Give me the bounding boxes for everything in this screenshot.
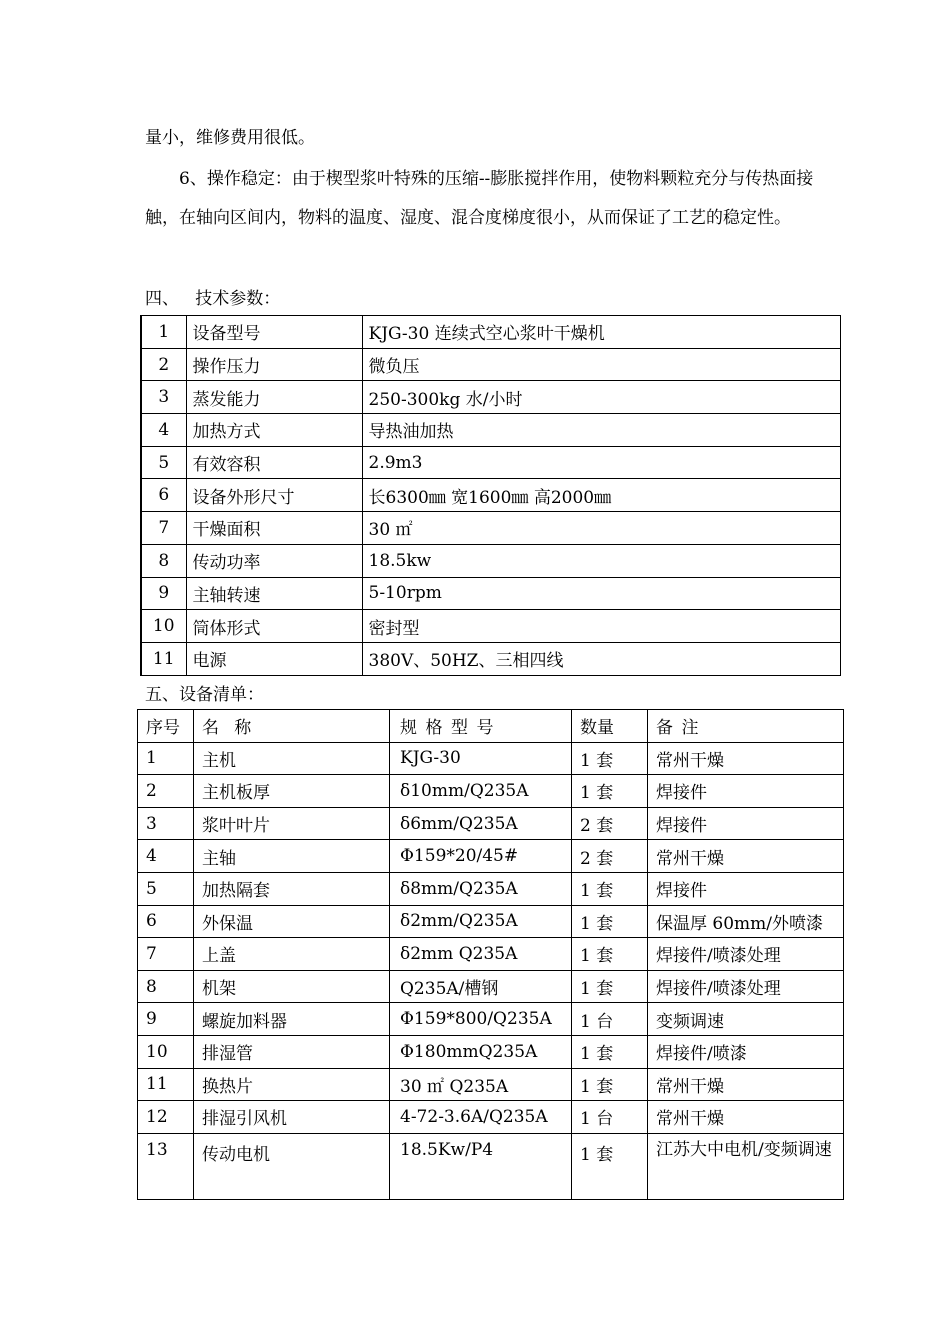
equipment-row <box>138 970 844 1003</box>
equip-spec: 30 ㎡ Q235A <box>390 1068 572 1101</box>
equipment-row <box>138 872 844 905</box>
equip-spec: Φ180mmQ235A <box>390 1035 572 1068</box>
param-value: 5-10rpm <box>362 577 840 610</box>
param-index: 7 <box>141 512 186 545</box>
param-name: 传动功率 <box>186 544 362 577</box>
equipment-row <box>138 840 844 873</box>
equip-qty: 2 套 <box>572 807 648 840</box>
equip-name: 主机 <box>194 742 390 775</box>
section-5-heading: 五、设备清单： <box>145 685 264 705</box>
equipment-row <box>138 775 844 808</box>
equip-name: 主机板厚 <box>194 775 390 808</box>
equip-index: 6 <box>138 905 194 938</box>
equipment-table <box>137 709 844 1200</box>
param-row <box>141 577 840 610</box>
equip-note: 焊接件 <box>648 775 844 808</box>
equip-qty: 1 套 <box>572 1068 648 1101</box>
param-row <box>141 544 840 577</box>
param-row <box>141 414 840 447</box>
equip-qty: 1 套 <box>572 938 648 971</box>
equipment-row <box>138 1101 844 1134</box>
equipment-row <box>138 1133 844 1199</box>
param-row <box>141 348 840 381</box>
param-index: 9 <box>141 577 186 610</box>
equip-note: 常州干燥 <box>648 1068 844 1101</box>
equip-note: 常州干燥 <box>648 1101 844 1134</box>
equip-spec: δ2mm Q235A <box>390 938 572 971</box>
equip-qty: 1 台 <box>572 1003 648 1036</box>
equip-qty: 1 套 <box>572 1035 648 1068</box>
param-name: 主轴转速 <box>186 577 362 610</box>
equipment-row <box>138 807 844 840</box>
param-index: 2 <box>141 348 186 381</box>
equip-name: 排湿引风机 <box>194 1101 390 1134</box>
equip-index: 10 <box>138 1035 194 1068</box>
tech-params-table <box>140 315 841 676</box>
param-value: 导热油加热 <box>362 414 840 447</box>
equip-note: 焊接件 <box>648 807 844 840</box>
param-value: 微负压 <box>362 348 840 381</box>
equip-spec: Φ159*800/Q235A <box>390 1003 572 1036</box>
equip-qty: 1 套 <box>572 970 648 1003</box>
equip-name: 上盖 <box>194 938 390 971</box>
param-value: 30 ㎡ <box>362 512 840 545</box>
equip-index: 13 <box>138 1133 194 1199</box>
param-index: 8 <box>141 544 186 577</box>
equip-index: 5 <box>138 872 194 905</box>
equip-qty: 1 套 <box>572 1133 648 1199</box>
param-value: 380V、50HZ、三相四线 <box>362 642 840 675</box>
equip-index: 9 <box>138 1003 194 1036</box>
equip-note: 焊接件 <box>648 872 844 905</box>
param-row <box>141 381 840 414</box>
param-row <box>141 610 840 643</box>
header-spec: 规格型号 <box>390 710 572 743</box>
equip-qty: 2 套 <box>572 840 648 873</box>
header-index: 序号 <box>138 710 194 743</box>
equip-index: 8 <box>138 970 194 1003</box>
equip-index: 2 <box>138 775 194 808</box>
equipment-row <box>138 742 844 775</box>
param-row <box>141 316 840 349</box>
param-index: 3 <box>141 381 186 414</box>
text-line-1: 量小，维修费用很低。 <box>145 128 315 148</box>
header-note: 备注 <box>648 710 844 743</box>
param-name: 电源 <box>186 642 362 675</box>
equip-spec: Φ159*20/45# <box>390 840 572 873</box>
param-value: 250-300kg 水/小时 <box>362 381 840 414</box>
section-4-heading: 四、 技术参数： <box>145 289 281 309</box>
param-index: 10 <box>141 610 186 643</box>
param-name: 加热方式 <box>186 414 362 447</box>
param-name: 蒸发能力 <box>186 381 362 414</box>
equipment-row <box>138 938 844 971</box>
equip-name: 加热隔套 <box>194 872 390 905</box>
equip-name: 主轴 <box>194 840 390 873</box>
param-row <box>141 512 840 545</box>
param-value: 长6300㎜ 宽1600㎜ 高2000㎜ <box>362 479 840 512</box>
equip-name: 传动电机 <box>194 1133 390 1199</box>
equip-index: 3 <box>138 807 194 840</box>
param-name: 操作压力 <box>186 348 362 381</box>
param-index: 6 <box>141 479 186 512</box>
equip-note: 保温厚 60mm/外喷漆 <box>648 905 844 938</box>
param-row <box>141 642 840 675</box>
equip-spec: KJG-30 <box>390 742 572 775</box>
param-value: 2.9m3 <box>362 446 840 479</box>
param-index: 1 <box>141 316 186 349</box>
equipment-row <box>138 1035 844 1068</box>
param-name: 有效容积 <box>186 446 362 479</box>
equip-spec: 18.5Kw/P4 <box>390 1133 572 1199</box>
equip-name: 排湿管 <box>194 1035 390 1068</box>
equip-note: 常州干燥 <box>648 742 844 775</box>
equip-qty: 1 套 <box>572 775 648 808</box>
equip-qty: 1 套 <box>572 905 648 938</box>
param-name: 设备外形尺寸 <box>186 479 362 512</box>
equip-name: 外保温 <box>194 905 390 938</box>
equipment-row <box>138 1068 844 1101</box>
equip-note: 焊接件/喷漆处理 <box>648 970 844 1003</box>
header-qty: 数量 <box>572 710 648 743</box>
equip-spec: δ10mm/Q235A <box>390 775 572 808</box>
param-name: 干燥面积 <box>186 512 362 545</box>
equip-index: 11 <box>138 1068 194 1101</box>
param-index: 5 <box>141 446 186 479</box>
equip-spec: 4-72-3.6A/Q235A <box>390 1101 572 1134</box>
paragraph-6: 6、操作稳定：由于楔型浆叶特殊的压缩--膨胀搅拌作用，使物料颗粒充分与传热面接触，在轴向区间内，物料的温度、湿度、混合度梯度很小，从而保证了工艺的稳定性。 <box>145 169 814 228</box>
equip-name: 螺旋加料器 <box>194 1003 390 1036</box>
equipment-row <box>138 905 844 938</box>
equip-note: 焊接件/喷漆处理 <box>648 938 844 971</box>
param-value: KJG-30 连续式空心浆叶干燥机 <box>362 316 840 349</box>
equip-name: 换热片 <box>194 1068 390 1101</box>
equipment-header-row <box>138 710 844 743</box>
param-index: 11 <box>141 642 186 675</box>
param-name: 设备型号 <box>186 316 362 349</box>
equip-name: 浆叶叶片 <box>194 807 390 840</box>
param-value: 密封型 <box>362 610 840 643</box>
equip-note: 常州干燥 <box>648 840 844 873</box>
header-name: 名称 <box>194 710 390 743</box>
equip-spec: δ8mm/Q235A <box>390 872 572 905</box>
equip-index: 7 <box>138 938 194 971</box>
param-row <box>141 479 840 512</box>
equip-note: 变频调速 <box>648 1003 844 1036</box>
param-name: 筒体形式 <box>186 610 362 643</box>
equip-index: 12 <box>138 1101 194 1134</box>
equip-qty: 1 台 <box>572 1101 648 1134</box>
equip-spec: Q235A/槽钢 <box>390 970 572 1003</box>
equip-qty: 1 套 <box>572 742 648 775</box>
equipment-row <box>138 1003 844 1036</box>
equip-spec: δ2mm/Q235A <box>390 905 572 938</box>
equip-qty: 1 套 <box>572 872 648 905</box>
equip-note: 焊接件/喷漆 <box>648 1035 844 1068</box>
param-index: 4 <box>141 414 186 447</box>
param-value: 18.5kw <box>362 544 840 577</box>
equip-spec: δ6mm/Q235A <box>390 807 572 840</box>
equip-note: 江苏大中电机/变频调速 <box>648 1133 844 1199</box>
equip-index: 4 <box>138 840 194 873</box>
equip-index: 1 <box>138 742 194 775</box>
param-row <box>141 446 840 479</box>
equip-name: 机架 <box>194 970 390 1003</box>
